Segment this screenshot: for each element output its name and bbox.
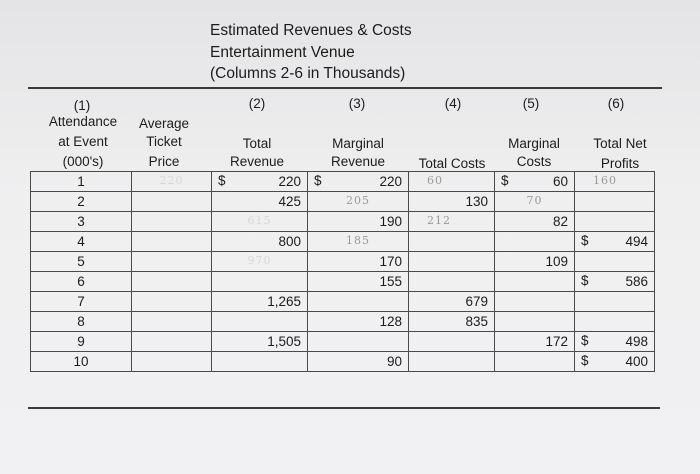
currency-symbol: $ bbox=[218, 173, 226, 188]
marginal-costs-cell-value: 109 bbox=[545, 254, 568, 269]
marginal-costs-cell bbox=[495, 212, 575, 232]
price-cell bbox=[132, 212, 212, 232]
marginal-revenue-cell bbox=[308, 212, 409, 232]
revenue-cell bbox=[212, 352, 308, 372]
handwritten-note: 615 bbox=[247, 214, 272, 227]
header-attendance-1: Attendance bbox=[48, 114, 118, 129]
marginal-costs-cell-value: 60 bbox=[552, 174, 568, 189]
total-costs-cell bbox=[409, 352, 495, 372]
attendance-cell-value: 7 bbox=[77, 294, 85, 309]
attendance-cell-value: 4 bbox=[77, 234, 85, 249]
marginal-revenue-cell bbox=[308, 192, 409, 212]
bottom-rule bbox=[28, 407, 660, 409]
handwritten-note: 205 bbox=[346, 194, 370, 207]
attendance-cell-value: 9 bbox=[77, 334, 85, 349]
price-cell bbox=[132, 252, 212, 272]
handwritten-note: 212 bbox=[427, 214, 451, 227]
total-costs-cell bbox=[409, 232, 495, 252]
revenue-cell-value: 1,505 bbox=[267, 334, 301, 349]
table-row bbox=[31, 312, 655, 332]
table-row bbox=[31, 352, 655, 372]
currency-symbol: $ bbox=[581, 273, 589, 288]
attendance-cell bbox=[31, 332, 132, 352]
attendance-cell-value: 1 bbox=[77, 174, 85, 189]
column-number-1: (1) bbox=[73, 98, 91, 113]
marginal-revenue-cell bbox=[308, 272, 409, 292]
revenue-cell bbox=[212, 252, 308, 272]
currency-symbol: $ bbox=[581, 333, 589, 348]
revenue-cell bbox=[212, 312, 308, 332]
profits-cell bbox=[575, 252, 655, 272]
table-row bbox=[31, 292, 655, 312]
price-cell bbox=[132, 312, 212, 332]
marginal-revenue-cell bbox=[308, 332, 409, 352]
marginal-costs-cell bbox=[495, 312, 575, 332]
revenue-cell-value: 220 bbox=[278, 174, 301, 189]
header-profits-1: Total Net bbox=[593, 136, 647, 151]
attendance-cell-value: 3 bbox=[77, 214, 85, 229]
handwritten-note: 185 bbox=[346, 234, 370, 247]
header-revenue-1: Total bbox=[242, 136, 272, 151]
marginal-costs-cell bbox=[495, 252, 575, 272]
attendance-cell bbox=[31, 212, 132, 232]
profits-cell-value: 400 bbox=[625, 354, 648, 369]
header-attendance-3: (000's) bbox=[62, 154, 104, 169]
handwritten-note: 160 bbox=[593, 174, 617, 187]
header-price-1: Average bbox=[138, 116, 190, 131]
marginal-revenue-cell-value: 190 bbox=[379, 214, 402, 229]
price-cell bbox=[132, 272, 212, 292]
profits-cell bbox=[575, 192, 655, 212]
header-revenue-2: Revenue bbox=[229, 154, 285, 169]
table-row bbox=[31, 332, 655, 352]
header-attendance-2: at Event bbox=[58, 134, 108, 149]
revenue-cell bbox=[212, 272, 308, 292]
revenue-cell bbox=[212, 172, 308, 192]
marginal-revenue-cell bbox=[308, 232, 409, 252]
marginal-revenue-cell-value: 220 bbox=[379, 174, 402, 189]
attendance-cell bbox=[31, 192, 132, 212]
total-costs-cell bbox=[409, 172, 495, 192]
total-costs-cell bbox=[409, 212, 495, 232]
revenue-cell-value: 800 bbox=[278, 234, 301, 249]
total-costs-cell bbox=[409, 252, 495, 272]
table-row bbox=[31, 172, 655, 192]
table-row bbox=[31, 192, 655, 212]
marginal-costs-cell bbox=[495, 332, 575, 352]
attendance-cell bbox=[31, 312, 132, 332]
title-line-2: Entertainment Venue bbox=[210, 43, 355, 61]
handwritten-note: 60 bbox=[427, 174, 443, 187]
total-costs-cell bbox=[409, 312, 495, 332]
header-marginal-revenue-2: Revenue bbox=[330, 154, 386, 169]
revenue-cell bbox=[212, 212, 308, 232]
total-costs-cell bbox=[409, 272, 495, 292]
total-costs-cell-value: 679 bbox=[465, 294, 488, 309]
column-number-2: (2) bbox=[248, 96, 266, 111]
attendance-cell-value: 8 bbox=[77, 314, 85, 329]
profits-cell bbox=[575, 312, 655, 332]
title-line-3: (Columns 2-6 in Thousands) bbox=[210, 65, 406, 82]
header-profits-2: Profits bbox=[600, 156, 640, 171]
marginal-revenue-cell bbox=[308, 352, 409, 372]
header-price-3: Price bbox=[148, 154, 180, 169]
title-line-1: Estimated Revenues & Costs bbox=[210, 22, 412, 39]
currency-symbol: $ bbox=[501, 173, 509, 188]
revenue-cell-value: 1,265 bbox=[267, 294, 301, 309]
price-cell bbox=[132, 352, 212, 372]
table-row bbox=[31, 272, 655, 292]
marginal-costs-cell bbox=[495, 352, 575, 372]
table-row bbox=[31, 252, 655, 272]
attendance-cell bbox=[31, 252, 132, 272]
marginal-revenue-cell bbox=[308, 172, 409, 192]
marginal-revenue-cell-value: 155 bbox=[379, 274, 402, 289]
revenue-cell bbox=[212, 192, 308, 212]
profits-cell bbox=[575, 212, 655, 232]
profits-cell bbox=[575, 352, 655, 372]
table-row bbox=[31, 232, 655, 252]
price-cell bbox=[132, 292, 212, 312]
handwritten-note: 70 bbox=[526, 194, 543, 207]
top-rule bbox=[28, 87, 662, 89]
column-number-3: (3) bbox=[348, 96, 366, 111]
header-marginal-costs-2: Costs bbox=[516, 154, 552, 169]
attendance-cell bbox=[31, 292, 132, 312]
profits-cell bbox=[575, 272, 655, 292]
marginal-revenue-cell bbox=[308, 292, 409, 312]
revenue-cell-value: 425 bbox=[278, 194, 301, 209]
document-title bbox=[210, 20, 412, 85]
profits-cell bbox=[575, 332, 655, 352]
header-marginal-revenue-1: Marginal bbox=[332, 136, 384, 151]
revenue-cell bbox=[212, 292, 308, 312]
profits-cell bbox=[575, 232, 655, 252]
total-costs-cell-value: 835 bbox=[465, 314, 488, 329]
header-price-2: Ticket bbox=[146, 134, 182, 149]
attendance-cell bbox=[31, 272, 132, 292]
header-total-costs: Total Costs bbox=[418, 156, 486, 171]
column-number-6: (6) bbox=[607, 96, 625, 111]
attendance-cell-value: 6 bbox=[77, 274, 85, 289]
marginal-revenue-cell bbox=[308, 312, 409, 332]
column-number-4: (4) bbox=[444, 96, 462, 111]
total-costs-cell bbox=[409, 192, 495, 212]
marginal-revenue-cell-value: 170 bbox=[379, 254, 402, 269]
marginal-costs-cell bbox=[495, 292, 575, 312]
marginal-costs-cell-value: 172 bbox=[545, 334, 568, 349]
handwritten-note: 970 bbox=[247, 254, 272, 267]
profits-cell-value: 498 bbox=[625, 334, 648, 349]
profits-cell bbox=[575, 172, 655, 192]
revenue-cell bbox=[212, 332, 308, 352]
revenue-cell bbox=[212, 232, 308, 252]
profits-cell-value: 586 bbox=[625, 274, 648, 289]
attendance-cell bbox=[31, 172, 132, 192]
total-costs-cell-value: 130 bbox=[465, 194, 488, 209]
header-marginal-costs-1: Marginal bbox=[508, 136, 560, 151]
marginal-costs-cell bbox=[495, 172, 575, 192]
marginal-costs-cell bbox=[495, 272, 575, 292]
currency-symbol: $ bbox=[581, 353, 589, 368]
marginal-costs-cell-value: 82 bbox=[552, 214, 568, 229]
marginal-revenue-cell-value: 90 bbox=[386, 354, 402, 369]
handwritten-note: 220 bbox=[159, 174, 184, 187]
revenue-cost-table bbox=[30, 171, 655, 372]
attendance-cell-value: 5 bbox=[77, 254, 85, 269]
attendance-cell-value: 10 bbox=[73, 354, 89, 369]
price-cell bbox=[132, 232, 212, 252]
profits-cell bbox=[575, 292, 655, 312]
total-costs-cell bbox=[409, 332, 495, 352]
column-number-5: (5) bbox=[522, 96, 540, 111]
attendance-cell-value: 2 bbox=[77, 194, 85, 209]
marginal-revenue-cell bbox=[308, 252, 409, 272]
price-cell bbox=[132, 332, 212, 352]
price-cell bbox=[132, 172, 212, 192]
attendance-cell bbox=[31, 352, 132, 372]
table-row bbox=[31, 212, 655, 232]
currency-symbol: $ bbox=[314, 173, 322, 188]
profits-cell-value: 494 bbox=[625, 234, 648, 249]
currency-symbol: $ bbox=[581, 233, 589, 248]
attendance-cell bbox=[31, 232, 132, 252]
marginal-revenue-cell-value: 128 bbox=[379, 314, 402, 329]
price-cell bbox=[132, 192, 212, 212]
total-costs-cell bbox=[409, 292, 495, 312]
marginal-costs-cell bbox=[495, 232, 575, 252]
marginal-costs-cell bbox=[495, 192, 575, 212]
